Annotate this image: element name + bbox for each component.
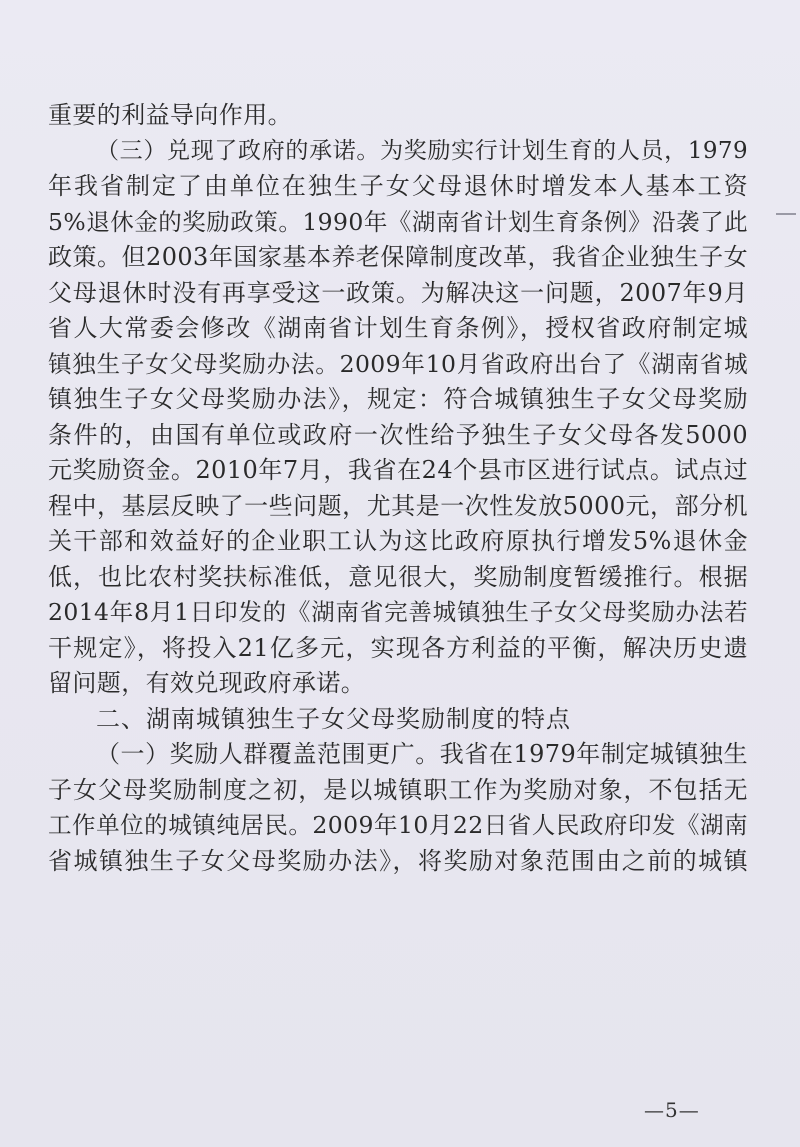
text-line: 重要的利益导向作用。 — [48, 101, 292, 129]
text-line: 2014年8月1日印发的《湖南省完善城镇独生子女父母奖励办法若 — [48, 598, 748, 626]
text-line: 干规定》，将投入21亿多元，实现各方利益的平衡，解决历史遗 — [48, 633, 748, 662]
page-number: —5— — [644, 1098, 700, 1122]
text-line: 低，也比农村奖扶标准低，意见很大，奖励制度暂缓推行。根据 — [48, 562, 748, 591]
text-line: （三）兑现了政府的承诺。为奖励实行计划生育的人员，1979 — [96, 137, 748, 164]
text-line: 5%退休金的奖励政策。1990年《湖南省计划生育条例》沿袭了此 — [48, 207, 748, 236]
text-line: 子女父母奖励制度之初，是以城镇职工作为奖励对象，不包括无 — [48, 775, 748, 804]
text-line: 政策。但2003年国家基本养老保障制度改革，我省企业独生子女 — [48, 243, 748, 271]
body-text — [48, 98, 748, 879]
text-line: 元奖励资金。2010年7月，我省在24个县市区进行试点。试点过 — [48, 456, 748, 484]
text-line: 工作单位的城镇纯居民。2009年10月22日省人民政府印发《湖南 — [48, 811, 748, 839]
text-line: 条件的，由国有单位或政府一次性给予独生子女父母各发5000 — [48, 420, 748, 449]
section-heading: 二、湖南城镇独生子女父母奖励制度的特点 — [96, 704, 571, 733]
text-line: 年我省制定了由单位在独生子女父母退休时增发本人基本工资 — [48, 172, 748, 200]
text-line: 留问题，有效兑现政府承诺。 — [48, 669, 366, 697]
text-line: 程中，基层反映了一些问题，尤其是一次性发放5000元，部分机 — [48, 491, 748, 520]
text-line: 省城镇独生子女父母奖励办法》，将奖励对象范围由之前的城镇 — [48, 846, 748, 875]
text-line: 镇独生子女父母奖励办法》，规定：符合城镇独生子女父母奖励 — [48, 385, 748, 413]
text-line: 父母退休时没有再享受这一政策。为解决这一问题，2007年9月 — [48, 278, 748, 307]
text-line: 关干部和效益好的企业职工认为这比政府原执行增发5%退休金 — [48, 527, 748, 555]
text-line: （一）奖励人群覆盖范围更广。我省在1979年制定城镇独生 — [96, 740, 748, 768]
text-line: 镇独生子女父母奖励办法。2009年10月省政府出台了《湖南省城 — [48, 349, 748, 378]
text-line: 省人大常委会修改《湖南省计划生育条例》，授权省政府制定城 — [48, 314, 748, 342]
scan-edge-mark — [776, 213, 796, 215]
